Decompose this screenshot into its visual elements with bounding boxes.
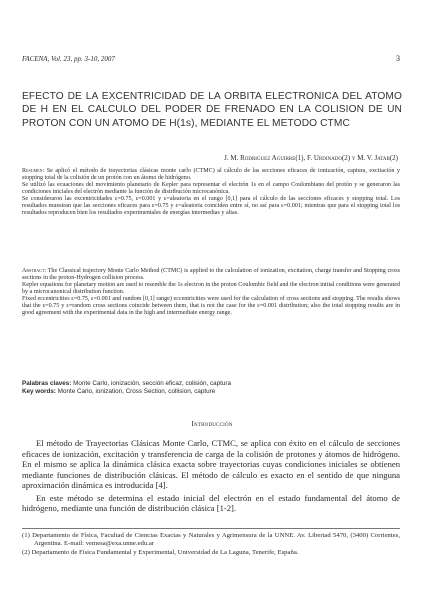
keywords-en xyxy=(22,388,400,396)
keywords-en-value: Monte Carlo, ionization, Cross Section, collision, capture xyxy=(57,388,216,396)
intro-paragraph-1: El método de Trayectorias Clásicas Monte Carlo, CTMC, se aplica con éxito en el cálculo de secciones eficaces de ionización, excitación y transferencia de carga de la colisión de protones y átomos de hidrógeno. En el mismo se aplica la dinámica clásica exacta sobre trayectorias cuyas condiciones iniciales se obtienen mediante funciones de distribución clásicas. El método de cálculo es exacto en el sentido de que ninguna aproximación dinámica es introducida [4]. xyxy=(22,438,400,490)
resumen-text-1: Se aplicó el método de trayectorias clásicas monte carlo (CTMC) al cálculo de las secciones eficaces de ionización, captura, excitación y stopping total de la colisión de un protón con un átomo de hidrógeno. xyxy=(22,168,400,182)
abstract-paragraph-3: Fixed eccentricities ε=0.75, ε=0.001 and random [0,1] range) eccentricities were used for the calculation of cross sections and stopping. The results shows that the ε=0.75 y ε=random cross sections coincide between them, that is not the case for the ε=0.001 distribution; also the total stopping results are in good agreement with the experimental data in the high and intermediate energy range. xyxy=(22,296,400,317)
footnote-rule xyxy=(22,528,400,529)
abstract-label: Abstract: xyxy=(22,268,47,274)
abstract-text-1: The Classical trajectory Monte Carlo Method (CTMC) is applied to the calculation of ionization, excitation, charge transfer and Stopping cross sections in the proton-Hydrogen collision process. xyxy=(22,268,400,282)
author-list: J. M. Rodriguez Aguirre(1), F. Urdinado(2) y M. V. Jatab(2) xyxy=(224,154,398,162)
page-number: 3 xyxy=(396,54,400,63)
running-header xyxy=(22,54,400,63)
keywords-block xyxy=(22,380,400,397)
introduction-body xyxy=(22,438,400,514)
footnote-1: (1) Departamento de Física, Facultad de Ciencias Exactas y Naturales y Agrimensura de la UNNE. Av. Libertad 5470, (3400) Corrientes, Argentina. E-mail: vemesa@exa.unne.edu.ar xyxy=(22,532,400,548)
keywords-es-label: Palabras claves: xyxy=(22,380,72,387)
resumen-paragraph-2: Se utilizó las ecuaciones del movimiento planetario de Kepler para representar el electrón 1s en el campo Coulombiano del protón y se generaron las condiciones iniciales del electrón mediante la función de distribución microcanónica. xyxy=(22,182,400,196)
abstract-block xyxy=(22,268,400,317)
section-heading: Introducción xyxy=(191,419,233,428)
footnotes xyxy=(22,532,400,558)
resumen-paragraph-1 xyxy=(22,168,400,182)
resumen-paragraph-3: Se consideraron las excentricidades ε=0.75, ε=0.001 y ε=aleatoria en el rango [0,1] para el cálculo de las secciones eficaces y stopping total. Los resultados muestran que las secciones eficaces para ε=0.75 y ε=aleatoria coinciden entre sí, no así para ε=0.001; mientras que para el stopping total los resultados reproducen bien los resultados experimentales de energías intermedias y altas. xyxy=(22,196,400,217)
footnote-2: (2) Departamento de Física Fundamental y Experimental, Universidad de La Laguna, Tenerife, España. xyxy=(22,549,299,557)
intro-paragraph-2: En este método se determina el estado inicial del electrón en el estado fundamental del átomo de hidrógeno, mediante una función de distribución clásica [1-2]. xyxy=(22,492,400,513)
resumen-block xyxy=(22,168,400,217)
keywords-es-value: Monte Carlo, ionización, sección eficaz, colisión, captura xyxy=(73,380,231,387)
keywords-en-label: Key words: xyxy=(22,388,56,396)
keywords-es xyxy=(22,380,400,388)
resumen-label: Resumen: xyxy=(22,168,45,174)
abstract-paragraph-1 xyxy=(22,268,400,282)
abstract-paragraph-2: Kepler equations for planetary motion are used to resemble the 1s electron in the proton Coulombic field and the electron initial conditions were generated by a microcanonical distribution function. xyxy=(22,282,400,296)
paper-title: EFECTO DE LA EXCENTRICIDAD DE LA ORBITA ELECTRONICA DEL ATOMO DE H EN EL CALCULO DEL PODER DE FRENADO EN LA COLISION DE UN PROTON CON UN ATOMO DE H(1s), MEDIANTE EL METODO CTMC xyxy=(22,91,402,129)
journal-citation: FACENA, Vol. 23, pp. 3-10, 2007 xyxy=(22,55,115,63)
